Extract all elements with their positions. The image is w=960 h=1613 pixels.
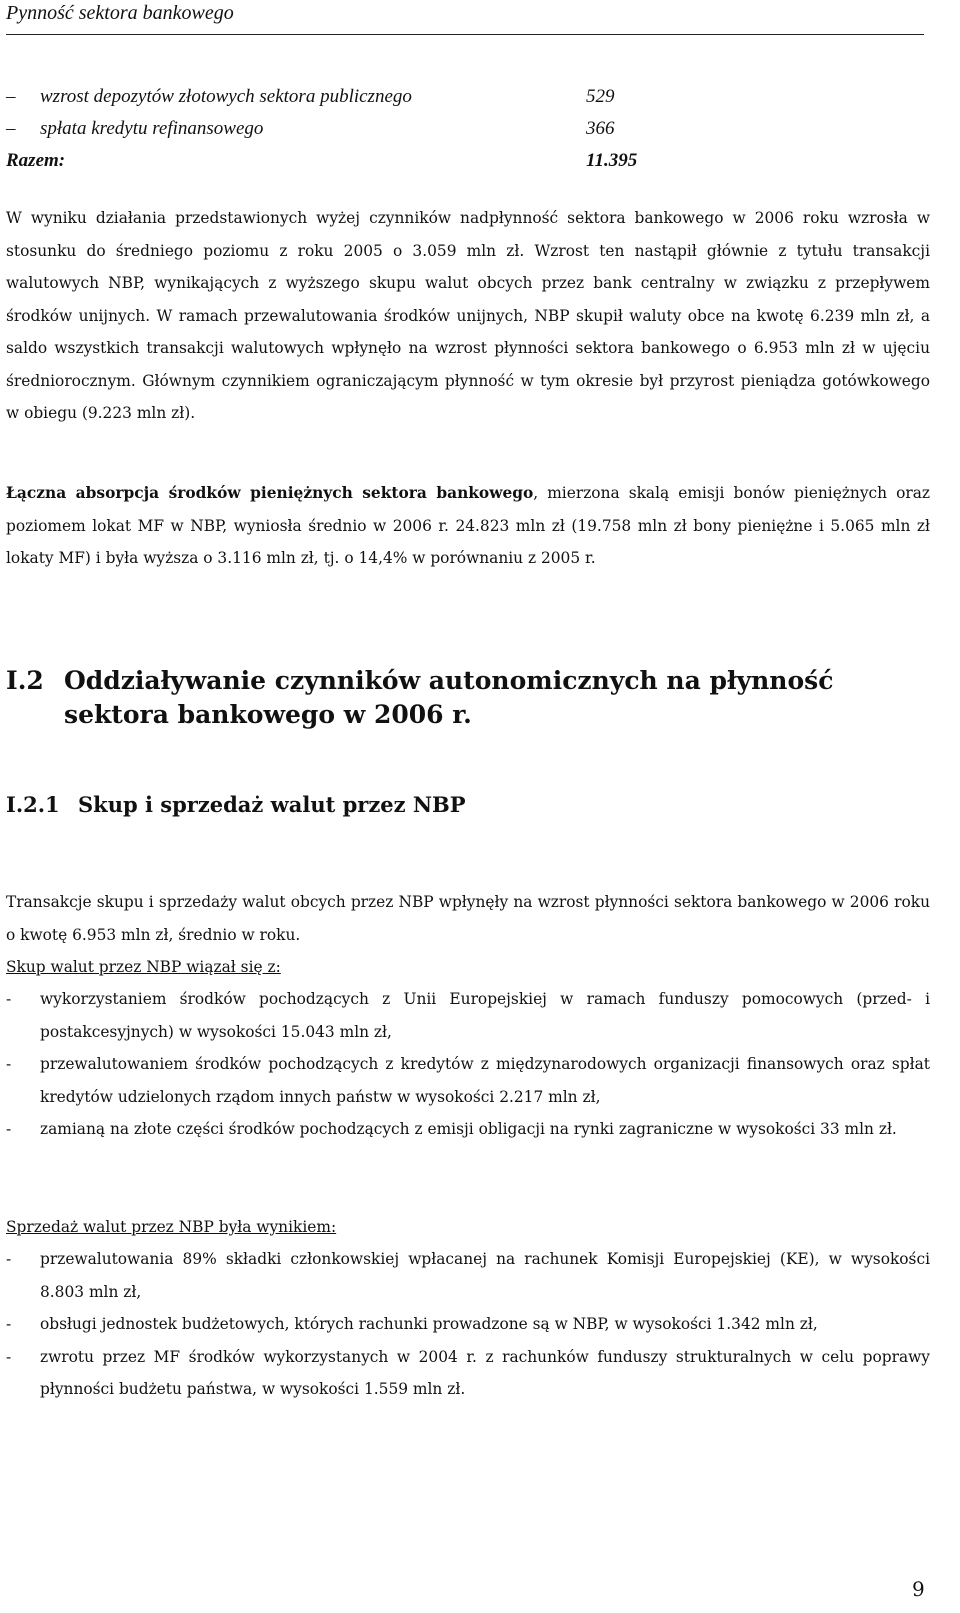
bullet-dash: - (6, 990, 12, 1008)
page-number: 9 (912, 1577, 925, 1601)
section-heading-2-title: Skup i sprzedaż walut przez NBP (78, 792, 466, 817)
list-item (6, 983, 930, 1048)
skup-list (6, 983, 930, 1146)
list-item-text: zamianą na złote części środków pochodzących z emisji obligacji na rynki zagraniczne w wysokości 33 mln zł. (40, 1120, 897, 1138)
list-total (6, 145, 906, 177)
paragraph-absorption-bold: Łączna absorpcja środków pieniężnych sektora bankowego (6, 484, 534, 502)
list-item-label: spłata kredytu refinansowego (40, 118, 264, 139)
running-header (6, 0, 924, 35)
sprzedaz-label: Sprzedaż walut przez NBP była wynikiem: (6, 1218, 337, 1236)
list-item (6, 1113, 930, 1146)
bullet-dash: - (6, 1250, 12, 1268)
paragraph-absorption (6, 477, 930, 575)
section-heading-1-title: Oddziaływanie czynników autonomicznych na płynność sektora bankowego w 2006 r. (64, 666, 834, 729)
paragraph-liquidity-summary: W wyniku działania przedstawionych wyżej czynników nadpłynność sektora bankowego w 2006 roku wzrosła w stosunku do średniego poziomu z roku 2005 o 3.059 mln zł. Wzrost ten nastąpił głównie z tytułu transakcji walutowych NBP, wynikających z wyższego skupu walut obcych przez bank centralny w związku z przepływem środków unijnych. W ramach przewalutowania środków unijnych, NBP skupił waluty obce na kwotę 6.239 mln zł, a saldo wszystkich transakcji walutowych wpłynęło na wzrost płynności sektora bankowego o 6.953 mln zł w ujęciu średniorocznym. Głównym czynnikiem ograniczającym płynność w tym okresie był przyrost pieniądza gotówkowego w obiegu (9.223 mln zł). (6, 209, 930, 422)
bullet-dash: - (6, 1347, 12, 1366)
skup-label: Skup walut przez NBP wiązał się z: (6, 958, 281, 976)
list-dash: – (6, 118, 16, 139)
list-total-value: 11.395 (586, 150, 638, 171)
list-item (6, 1308, 930, 1341)
bullet-dash: - (6, 1055, 12, 1073)
section-heading-1-number: I.2 (6, 666, 44, 695)
list-item (6, 1048, 930, 1113)
list-total-label: Razem: (6, 150, 66, 171)
bullet-dash: - (6, 1315, 12, 1333)
list-item-text: obsługi jednostek budżetowych, których rachunki prowadzone są w NBP, w wysokości 1.342 mln zł, (40, 1315, 818, 1333)
list-item-value: 366 (586, 118, 615, 139)
list-item-text: przewalutowania 89% składki członkowskiej wpłacanej na rachunek Komisji Europejskiej (KE), w wysokości 8.803 mln zł, (40, 1250, 930, 1301)
running-header-title: Pynność sektora bankowego (6, 2, 234, 24)
list-item-value: 529 (586, 86, 615, 107)
bullet-dash: - (6, 1120, 12, 1138)
list-item (6, 1341, 930, 1406)
list-item-text: wykorzystaniem środków pochodzących z Unii Europejskiej w ramach funduszy pomocowych (przed- i postakcesyjnych) w wysokości 15.043 mln zł, (40, 990, 930, 1041)
list-dash: – (6, 86, 16, 107)
list-item (6, 1243, 930, 1308)
list-item (6, 81, 906, 113)
list-item-text: zwrotu przez MF środków wykorzystanych w 2004 r. z rachunków funduszy strukturalnych w celu poprawy płynności budżetu państwa, w wysokości 1.559 mln zł. (40, 1347, 930, 1398)
list-item-label: wzrost depozytów złotowych sektora publicznego (40, 86, 412, 107)
paragraph-absorption-rest: , mierzona skalą emisji bonów pieniężnych oraz poziomem lokat MF w NBP, wyniosła średnio w 2006 r. 24.823 mln zł (19.758 mln zł bony pieniężne i 5.065 mln zł lokaty MF) i była wyższa o 3.116 mln zł, tj. o 14,4% w porównaniu z 2005 r. (6, 484, 931, 567)
paragraph-fx-transactions: Transakcje skupu i sprzedaży walut obcych przez NBP wpłynęły na wzrost płynności sektora bankowego w 2006 roku o kwotę 6.953 mln zł, średnio w roku. (6, 893, 930, 944)
section-heading-2-number: I.2.1 (6, 792, 60, 817)
sprzedaz-list (6, 1243, 930, 1406)
list-item (6, 113, 906, 145)
list-item-text: przewalutowaniem środków pochodzących z kredytów z międzynarodowych organizacji finansowych oraz spłat kredytów udzielonych rządom innych państw w wysokości 2.217 mln zł, (40, 1055, 930, 1106)
